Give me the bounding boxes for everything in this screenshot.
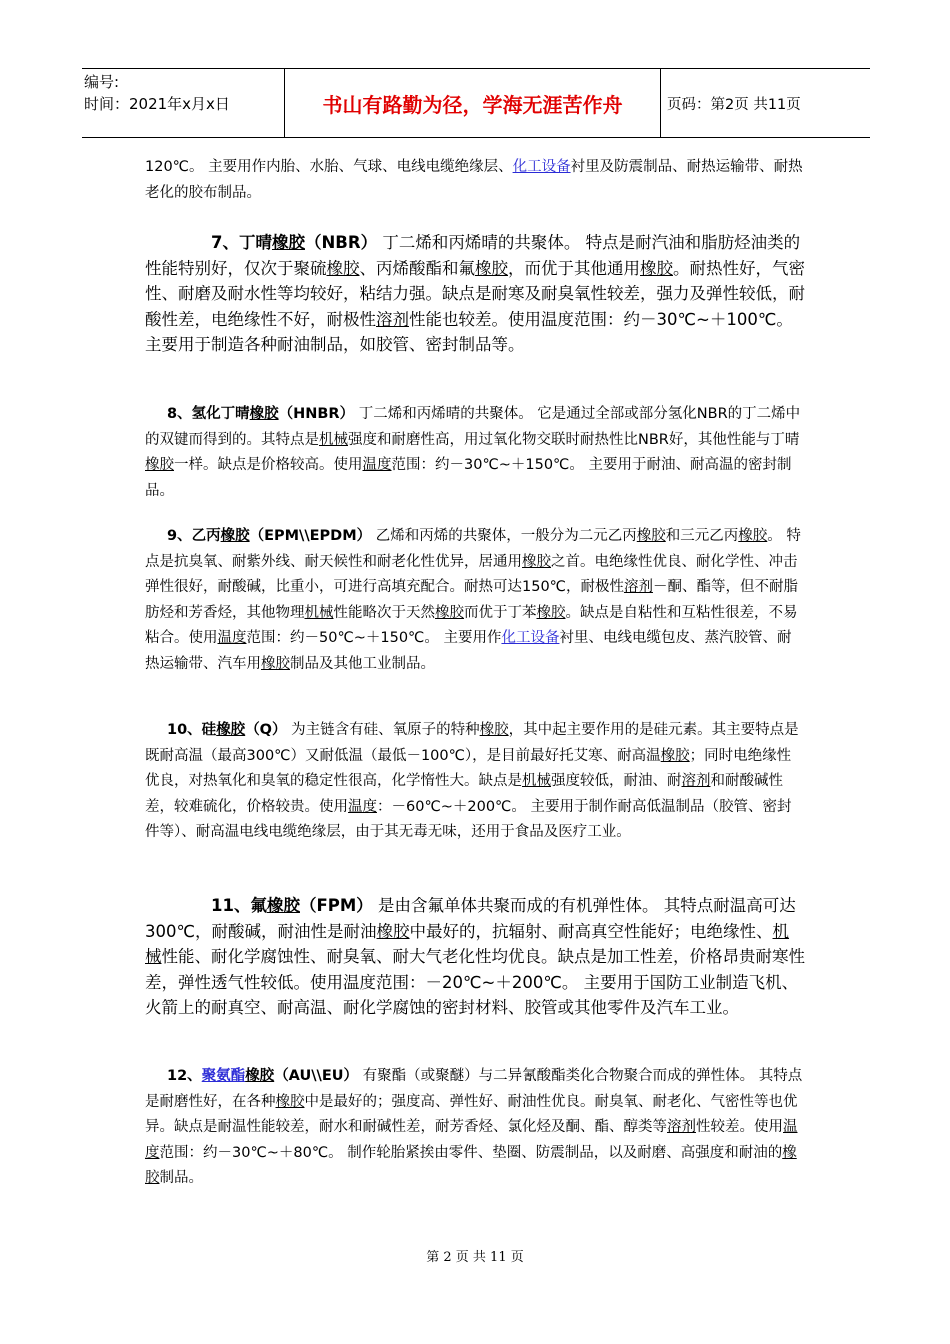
keyword-underlined: 橡胶: [271, 233, 305, 252]
paragraph-nbr: [145, 230, 805, 358]
page-footer: 第 2 页 共 11 页: [426, 1250, 524, 1265]
body-text: 性能略次于天然: [333, 604, 435, 621]
body-text: 制品。: [159, 1170, 203, 1186]
body-text: 一样。缺点是价格较高。使用: [174, 457, 363, 473]
paragraph-epdm: [145, 524, 805, 677]
body-text: 是由含氟单体共聚而成的有机弹性体。 其特点耐温高可达300℃，耐酸碱，耐油性是耐油: [145, 896, 796, 941]
body-text: 强度和耐磨性高，用过氧化物交联时耐热性比NBR好，其他性能与丁晴: [348, 431, 800, 448]
keyword-underlined: 温度: [217, 630, 247, 646]
paragraph-silicone: [145, 718, 805, 846]
section-heading-text: 9、乙丙: [167, 528, 221, 544]
section-heading-text: 10、硅: [167, 722, 217, 738]
body-text: 有聚酯（或聚醚）与二异氰酸酯类化合物聚合而成的弹性体。 其特点是耐磨性好，在各种: [145, 1068, 803, 1110]
body-text: 。 特点是抗臭氧、耐紫外线、耐天候性和耐老化性优异，居通用: [145, 528, 801, 570]
keyword-underlined: 橡胶: [479, 722, 509, 738]
page-header: [82, 68, 870, 138]
header-motto: 书山有路勤为径，学海无涯苦作舟: [285, 69, 661, 137]
keyword-underlined: 橡胶: [326, 258, 360, 278]
header-left-cell: [82, 69, 285, 137]
body-text: 。缺点是自粘性和互粘性很差，不易粘合。使用: [145, 604, 798, 646]
body-text: 丁二烯和丙烯晴的共聚体。 它是通过全部或部分氢化NBR的丁二烯中的双键而得到的。其特点是: [145, 406, 801, 448]
body-text: 性能、耐化学腐蚀性、耐臭氧、耐大气老化性均优良。缺点是加工性差，价格昂贵耐寒性差，弹性透气性较低。使用温度范围：－20℃~＋200℃。 主要用于国防工业制造飞机、火箭上的耐真空、耐高温、耐化学腐蚀的密封材料、胶管或其他零件及汽车工业。: [145, 947, 805, 1018]
keyword-underlined: 机械: [522, 773, 551, 789]
keyword-underlined: 温度: [348, 798, 377, 815]
doc-number-label: 编号:: [84, 73, 120, 91]
body-text: 120℃。 主要用作内胎、水胎、气球、电线电缆绝缘层、: [145, 159, 513, 175]
body-text: 衬里及防震制品、耐热运输带、耐热老化的胶布制品。: [145, 159, 803, 201]
section-heading-text: （EPM\\EPDM）: [249, 528, 372, 544]
paragraph-intro: [145, 155, 805, 206]
section-heading-text: 12、: [167, 1068, 202, 1084]
keyword-underlined: 橡胶: [660, 747, 690, 764]
keyword-underlined: 溶剂: [376, 309, 409, 329]
keyword-underlined: 橡胶: [249, 406, 279, 422]
keyword-underlined: 橡胶: [145, 457, 174, 473]
body-text: －酮、酯等，但不耐脂肪烃和芳香烃，其他物理: [145, 579, 798, 621]
body-text: 范围：约－30℃~＋150℃。 主要用于耐油、耐高温的密封制品。: [145, 457, 792, 499]
body-text: 范围：约－50℃~＋150℃。 主要用作: [246, 630, 502, 646]
section-heading-text: （Q）: [245, 722, 287, 738]
keyword-underlined: 溶剂: [667, 1119, 696, 1135]
keyword-underlined: 溶剂: [681, 773, 711, 789]
keyword-underlined: 橡胶: [275, 1093, 305, 1110]
body-text: 中是最好的；强度高、弹性好、耐油性优良。耐臭氧、耐老化、气密性等也优异。缺点是耐温性能较差，耐水和耐碱性差，耐芳香烃、氯化烃及酮、酯、醇类等: [145, 1093, 798, 1135]
doc-time-label: 时间：2021年x月x日: [84, 95, 230, 113]
body-text: ，而优于其他通用: [508, 258, 640, 278]
body-text: 性能也较差。使用温度范围：约－30℃~＋100℃。 主要用于制造各种耐油制品，如胶管、密封制品等。: [145, 309, 793, 355]
body-text: 衬里、电线电缆包皮、蒸汽胶管、耐热运输带、汽车用: [145, 630, 792, 672]
keyword-underlined: 溶剂: [623, 579, 653, 595]
keyword-underlined: 机械: [319, 431, 348, 448]
section-heading-text: （NBR）: [304, 233, 378, 252]
body-text: ，其中起主要作用的是硅元素。其主要特点是既耐高温（最高300℃）又耐低温（最低－100℃），是目前最好托艾寒、耐高温: [145, 722, 799, 764]
body-text: 制品及其他工业制品。: [290, 655, 435, 672]
keyword-underlined: 橡胶: [435, 604, 464, 621]
body-text: 之首。电绝缘性优良、耐化学性、冲击弹性很好，耐酸碱，比重小，可进行高填充配合。耐热可达150℃，耐极性: [145, 553, 798, 595]
keyword-underlined: 温度: [362, 457, 392, 473]
keyword-underlined: 橡胶: [220, 528, 250, 544]
keyword-underlined: 橡胶: [640, 258, 673, 278]
keyword-underlined: 机械: [145, 921, 790, 967]
body-text: 乙烯和丙烯的共聚体，一般分为二元乙丙: [371, 528, 637, 544]
keyword-underlined: 橡胶: [475, 258, 508, 278]
keyword-underlined: 橡胶: [266, 896, 300, 915]
hyperlink[interactable]: 化工设备: [501, 630, 560, 646]
section-heading-text: 11、氟: [211, 896, 267, 915]
header-page-label: 页码：第2页 共11页: [667, 96, 801, 113]
keyword-underlined: 温度: [145, 1119, 798, 1161]
hyperlink[interactable]: 化工设备: [512, 159, 571, 175]
keyword-underlined: 机械: [304, 604, 334, 621]
body-text: 和耐酸碱性差，较难硫化，价格较贵。使用: [145, 773, 783, 815]
body-text: ：－60℃~＋200℃。 主要用于制作耐高低温制品（胶管、密封件等）、耐高温电线电缆绝缘层，由于其无毒无味，还用于食品及医疗工业。: [145, 798, 792, 840]
section-heading-text: （FPM）: [299, 896, 373, 915]
body-text: 为主链含有硅、氧原子的特种: [286, 722, 480, 738]
keyword-underlined: 橡胶: [522, 553, 551, 570]
keyword-underlined: 橡胶: [216, 722, 246, 738]
body-text: 中最好的，抗辐射、耐高真空性能好；电绝缘性、: [409, 921, 773, 941]
body-text: 。耐热性好，气密性、耐磨及耐水性等均较好，粘结力强。缺点是耐寒及耐臭氧性较差，强力及弹性较低，耐酸性差，电绝缘性不好，耐极性: [145, 258, 805, 329]
body-text: 丁二烯和丙烯晴的共聚体。 特点是耐汽油和脂肪烃油类的性能特别好，仅次于聚硫: [145, 233, 801, 278]
body-text: 而优于丁苯: [464, 604, 537, 621]
paragraph-fpm: [145, 893, 805, 1021]
keyword-underlined: 橡胶: [261, 655, 290, 672]
keyword-underlined: 橡胶: [145, 1144, 797, 1186]
keyword-underlined: 橡胶: [376, 921, 410, 941]
body-text: 强度较低，耐油、耐: [551, 773, 682, 789]
paragraph-hnbr: [145, 402, 805, 504]
body-text: 性较差。使用: [696, 1119, 783, 1135]
section-heading-text: 7、丁晴: [211, 233, 272, 252]
section-heading-text: （AU\\EU）: [274, 1068, 359, 1084]
body-text: 和三元乙丙: [665, 528, 739, 544]
section-heading-text: 8、氢化丁晴: [167, 406, 250, 422]
keyword-underlined: 橡胶: [536, 604, 566, 621]
section-heading-text: （HNBR）: [278, 406, 355, 422]
hyperlink[interactable]: 聚氨酯: [201, 1068, 246, 1084]
body-text: 范围：约－30℃~＋80℃。 制作轮胎紧挨由零件、垫圈、防震制品，以及耐磨、高强度和耐油的: [159, 1144, 783, 1161]
body-text: ；同时电绝缘性优良，对热氧化和臭氧的稳定性很高，化学惰性大。缺点是: [145, 747, 792, 789]
paragraph-polyurethane: [145, 1064, 805, 1192]
keyword-underlined: 橡胶: [636, 528, 666, 544]
body-text: 、丙烯酸酯和氟: [359, 258, 475, 278]
keyword-underlined: 橡胶: [245, 1068, 275, 1084]
keyword-underlined: 橡胶: [738, 528, 768, 544]
